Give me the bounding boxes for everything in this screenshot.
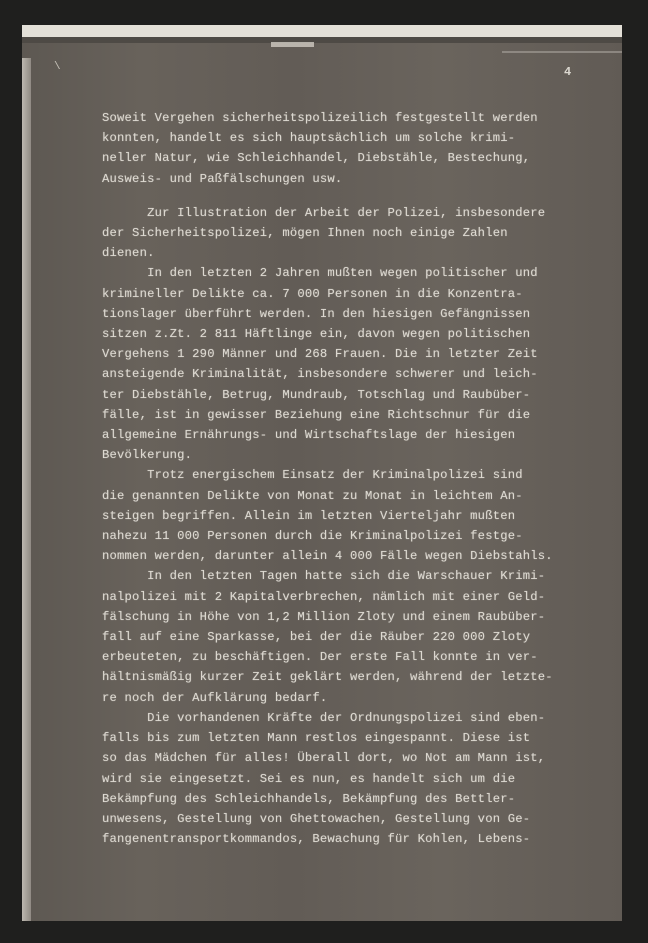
text-line: erbeuteten, zu beschäftigen. Der erste Fall konnte in ver- xyxy=(102,650,538,665)
page-top-shadow xyxy=(22,37,622,43)
text-line: sitzen z.Zt. 2 811 Häftlinge ein, davon wegen politischen xyxy=(102,327,531,342)
paper-tab-mark xyxy=(271,42,314,47)
text-line: In den letzten Tagen hatte sich die Warschauer Krimi- xyxy=(102,569,546,584)
text-line: hältnismäßig kurzer Zeit geklärt werden, während der letzte- xyxy=(102,670,553,685)
text-line: steigen begriffen. Allein im letzten Vierteljahr mußten xyxy=(102,508,516,523)
document-body xyxy=(102,108,622,849)
page-top-edge xyxy=(22,25,622,37)
text-line: fall auf eine Sparkasse, bei der die Räuber 220 000 Zloty xyxy=(102,630,531,645)
text-line: konnten, handelt es sich hauptsächlich um solche krimi- xyxy=(102,131,516,146)
text-line: tionslager überführt werden. In den hiesigen Gefängnissen xyxy=(102,306,531,321)
document-page xyxy=(22,25,622,921)
text-line: wird sie eingesetzt. Sei es nun, es handelt sich um die xyxy=(102,771,516,786)
paragraph-gap xyxy=(102,189,622,203)
page-number: 4 xyxy=(564,65,572,79)
text-line: nommen werden, darunter allein 4 000 Fälle wegen Diebstahls. xyxy=(102,549,553,564)
text-line: nalpolizei mit 2 Kapitalverbrechen, nämlich mit einer Geld- xyxy=(102,589,546,604)
text-line: der Sicherheitspolizei, mögen Ihnen noch einige Zahlen xyxy=(102,226,508,241)
text-line: neller Natur, wie Schleichhandel, Diebstähle, Bestechung, xyxy=(102,151,531,166)
text-line: Bevölkerung. xyxy=(102,448,193,463)
text-line: ter Diebstähle, Betrug, Mundraub, Totschlag und Raubüber- xyxy=(102,387,531,402)
text-line: Ausweis- und Paßfälschungen usw. xyxy=(102,171,343,186)
text-line: so das Mädchen für alles! Überall dort, wo Not am Mann ist, xyxy=(102,751,546,766)
text-line: unwesens, Gestellung von Ghettowachen, Gestellung von Ge- xyxy=(102,811,531,826)
text-line: Soweit Vergehen sicherheitspolizeilich festgestellt werden xyxy=(102,111,538,125)
text-line: Zur Illustration der Arbeit der Polizei, insbesondere xyxy=(102,205,546,220)
text-line: Vergehens 1 290 Männer und 268 Frauen. Die in letzter Zeit xyxy=(102,347,538,362)
text-line: fälle, ist in gewisser Beziehung eine Richtschnur für die xyxy=(102,407,531,422)
text-line: Trotz energischem Einsatz der Kriminalpolizei sind xyxy=(102,468,523,483)
text-line: dienen. xyxy=(102,246,155,261)
text-line: die genannten Delikte von Monat zu Monat in leichtem An- xyxy=(102,488,523,503)
text-line: In den letzten 2 Jahren mußten wegen politischer und xyxy=(102,266,538,281)
text-line: Die vorhandenen Kräfte der Ordnungspolizei sind eben- xyxy=(102,710,546,725)
text-line: ansteigende Kriminalität, insbesondere schwerer und leich- xyxy=(102,367,538,382)
text-line: Bekämpfung des Schleichhandels, Bekämpfung des Bettler- xyxy=(102,791,516,806)
text-line: krimineller Delikte ca. 7 000 Personen in die Konzentra- xyxy=(102,286,523,301)
pencil-mark-icon: \ xyxy=(54,61,61,73)
text-line: falls bis zum letzten Mann restlos eingespannt. Diese ist xyxy=(102,731,531,746)
text-line: fälschung in Höhe von 1,2 Million Zloty und einem Raubüber- xyxy=(102,609,546,624)
text-line: nahezu 11 000 Personen durch die Kriminalpolizei festge- xyxy=(102,529,523,544)
scan-line-artifact xyxy=(502,51,622,53)
text-line: re noch der Aufklärung bedarf. xyxy=(102,690,328,705)
text-line: fangenentransportkommandos, Bewachung für Kohlen, Lebens- xyxy=(102,832,531,847)
page-left-edge xyxy=(22,58,31,921)
text-line: allgemeine Ernährungs- und Wirtschaftslage der hiesigen xyxy=(102,428,516,443)
